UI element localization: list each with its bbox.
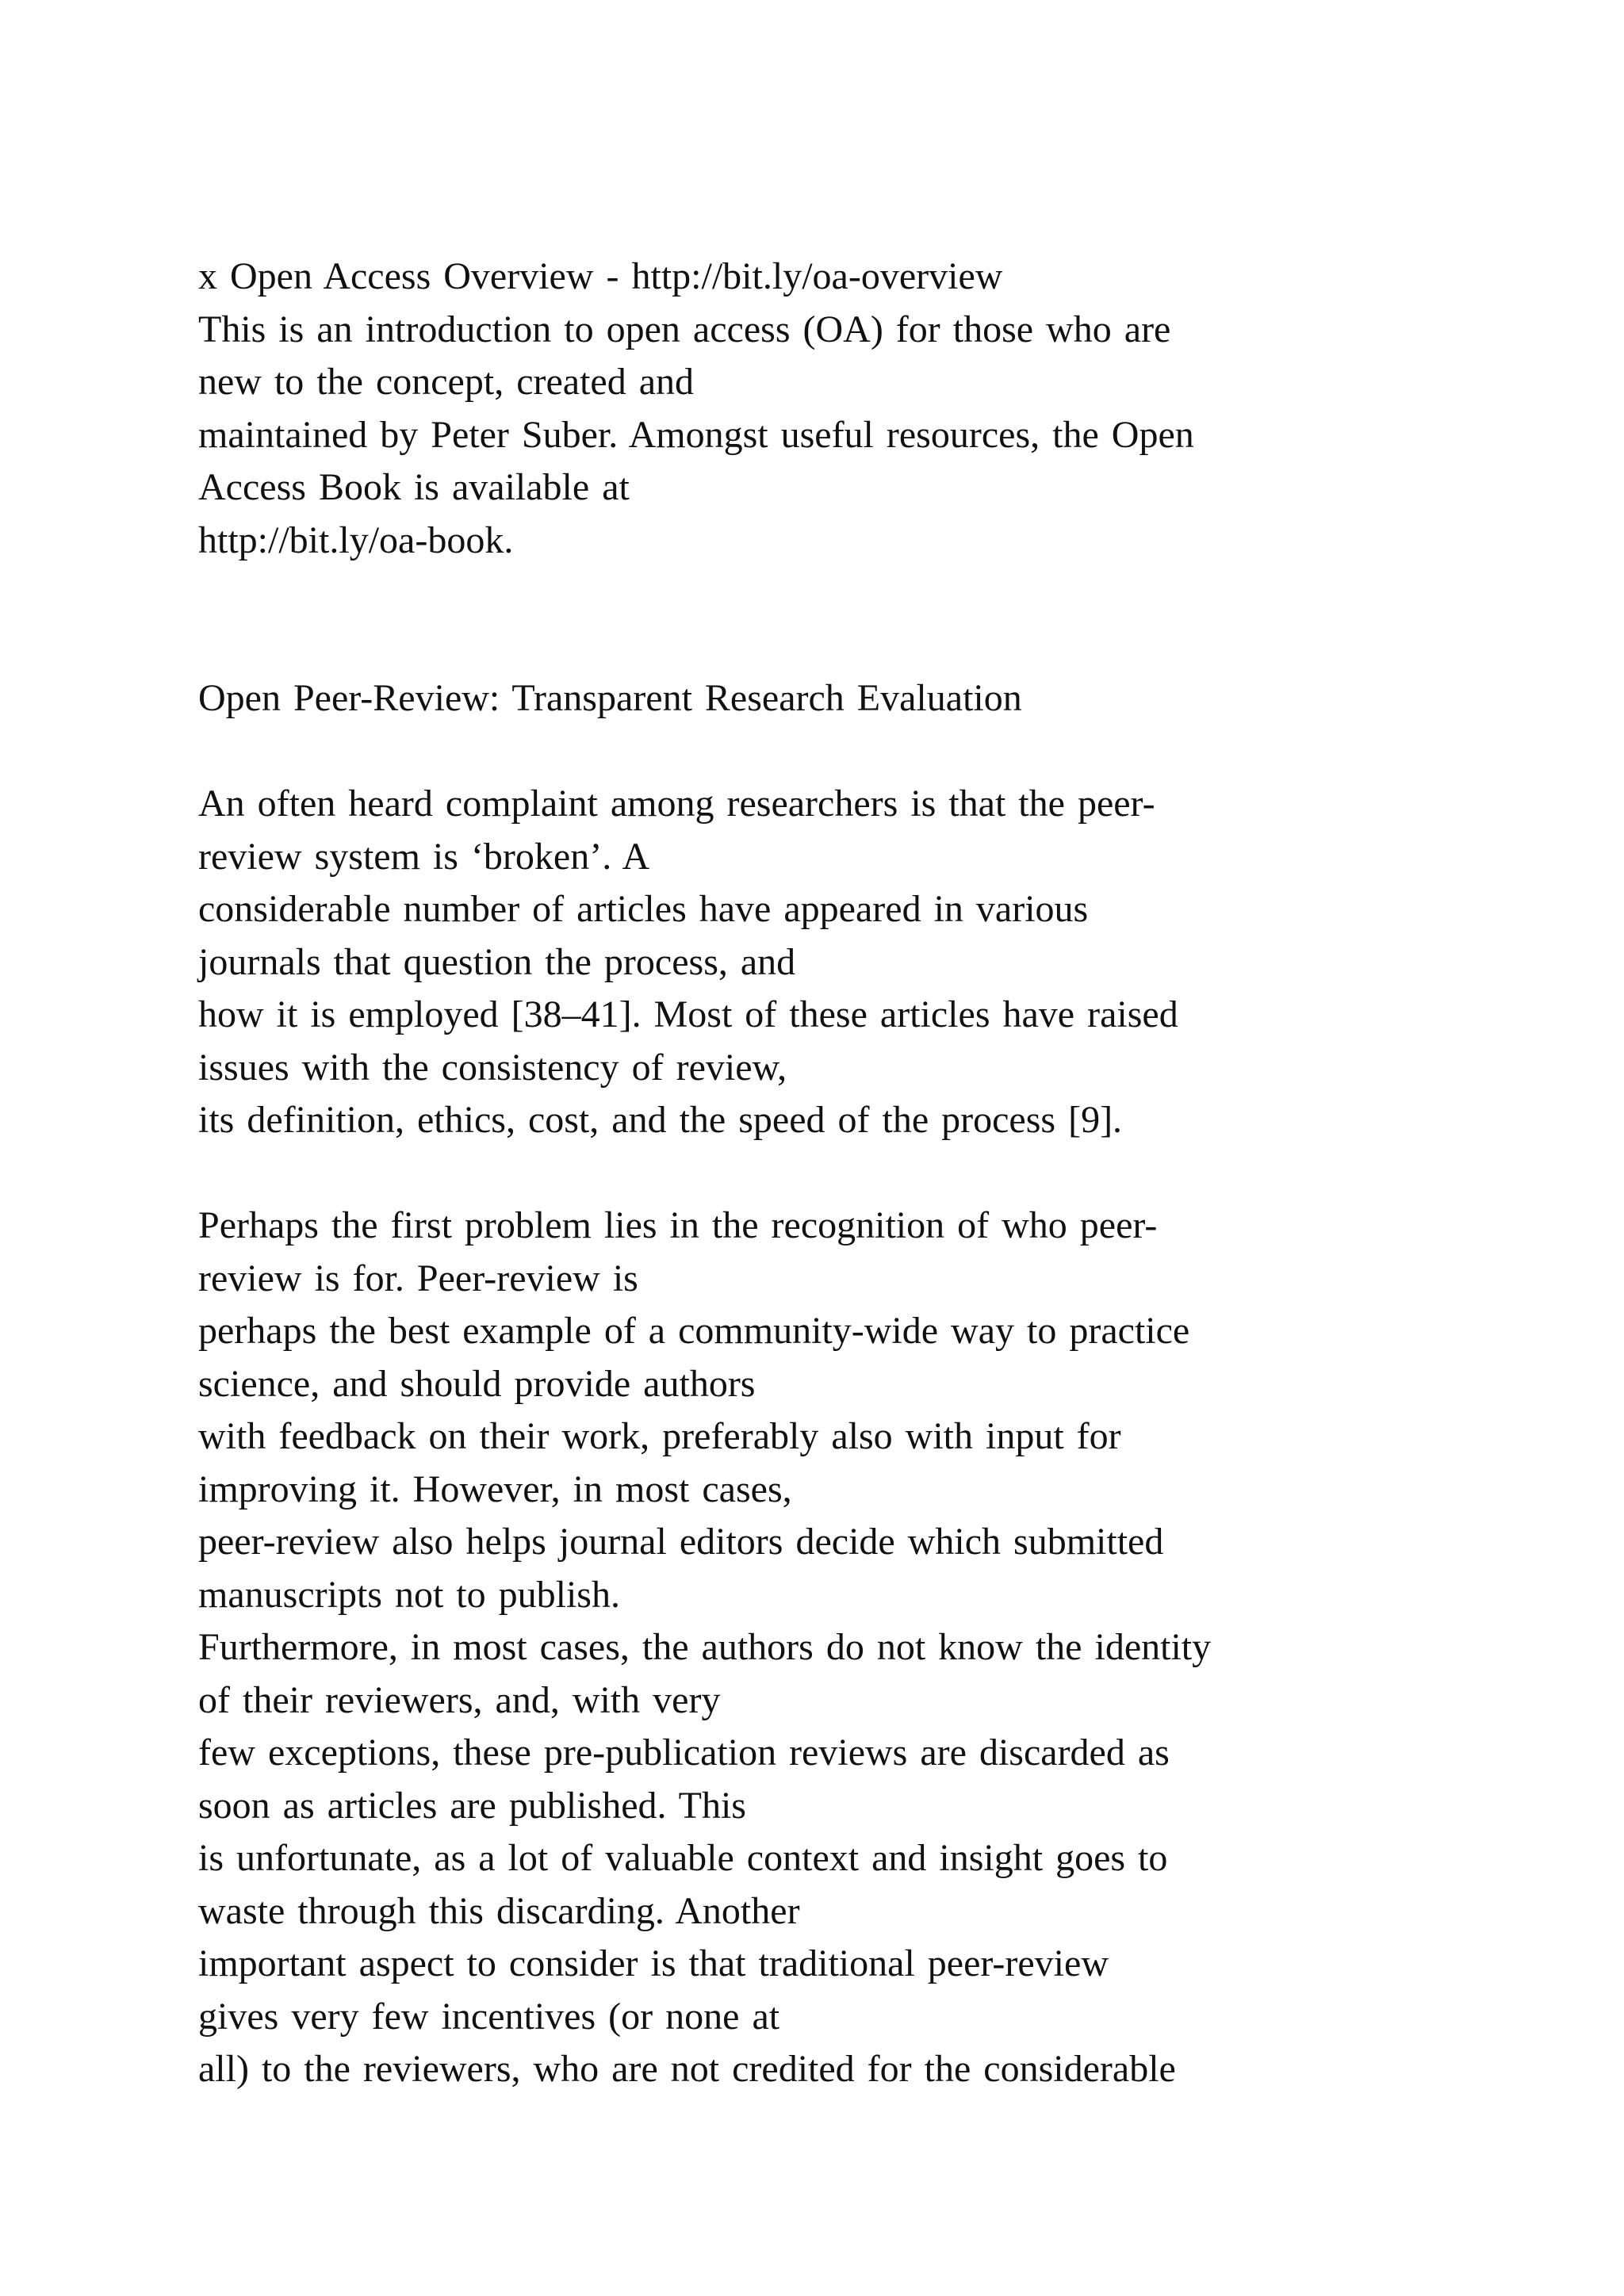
text-line: Access Book is available at: [198, 466, 630, 508]
text-line: new to the concept, created and: [198, 361, 695, 403]
text-line: x Open Access Overview - http://bit.ly/oa-overview: [198, 255, 1003, 297]
text-line: soon as articles are published. This: [198, 1784, 746, 1827]
text-line: science, and should provide authors: [198, 1362, 756, 1405]
blank-line: [198, 1147, 1530, 1200]
text-line: important aspect to consider is that traditional peer-review: [198, 1942, 1109, 1984]
text-line: is unfortunate, as a lot of valuable context and insight goes to: [198, 1837, 1168, 1879]
text-line: issues with the consistency of review,: [198, 1046, 787, 1089]
text-line: Open Peer-Review: Transparent Research Evaluation: [198, 677, 1022, 719]
text-line: This is an introduction to open access (OA) for those who are: [198, 308, 1171, 350]
text-line: few exceptions, these pre-publication reviews are discarded as: [198, 1732, 1170, 1774]
text-line: review system is ‘broken’. A: [198, 835, 650, 878]
text-line: manuscripts not to publish.: [198, 1573, 620, 1616]
text-line: http://bit.ly/oa-book.: [198, 519, 514, 561]
blank-line: [198, 567, 1530, 620]
text-line: of their reviewers, and, with very: [198, 1678, 721, 1721]
text-line: gives very few incentives (or none at: [198, 1995, 780, 2038]
text-line: waste through this discarding. Another: [198, 1889, 800, 1932]
text-line: Furthermore, in most cases, the authors do not know the identity: [198, 1626, 1212, 1668]
text-line: how it is employed [38–41]. Most of these articles have raised: [198, 993, 1178, 1035]
text-line: journals that question the process, and: [198, 940, 796, 983]
text-line: its definition, ethics, cost, and the speed of the process [9].: [198, 1099, 1123, 1141]
text-line: maintained by Peter Suber. Amongst useful resources, the Open: [198, 413, 1194, 456]
text-line: improving it. However, in most cases,: [198, 1468, 792, 1510]
text-line: all) to the reviewers, who are not credited for the considerable: [198, 2048, 1176, 2090]
text-line: Perhaps the first problem lies in the recognition of who peer-: [198, 1204, 1158, 1246]
blank-line: [198, 725, 1530, 779]
text-line: perhaps the best example of a community-wide way to practice: [198, 1310, 1190, 1352]
text-line: with feedback on their work, preferably also with input for: [198, 1415, 1121, 1457]
document-body: [198, 251, 1530, 2096]
text-line: An often heard complaint among researchers is that the peer-: [198, 783, 1155, 825]
text-line: considerable number of articles have appeared in various: [198, 888, 1089, 930]
text-line: review is for. Peer-review is: [198, 1257, 638, 1299]
blank-line: [198, 620, 1530, 673]
text-line: peer-review also helps journal editors decide which submitted: [198, 1521, 1164, 1563]
